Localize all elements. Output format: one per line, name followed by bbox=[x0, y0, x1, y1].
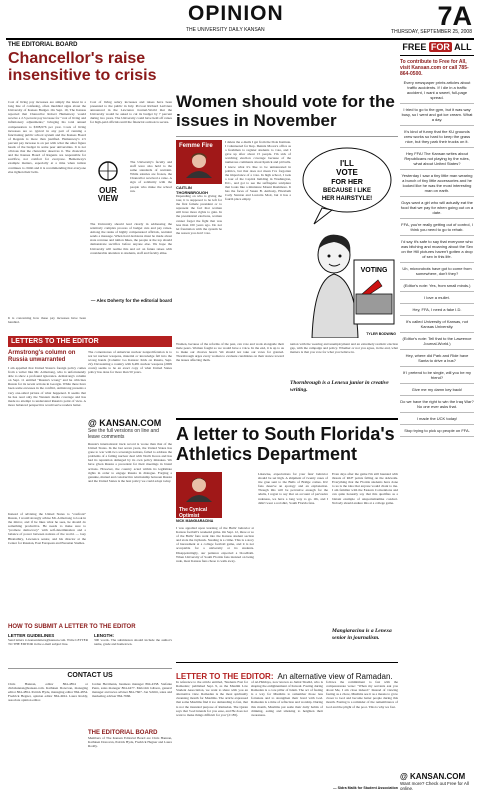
free-for-all-column bbox=[400, 42, 474, 437]
editorial-headline: Chancellor's raise insensitive to crisis bbox=[8, 50, 157, 84]
editorial-body-left-end: It is concerning how these pay increases have been handled. bbox=[8, 316, 86, 325]
bottom-letter-rule bbox=[176, 662, 398, 663]
fff-item: Hey FFA! The Kansan writes about Republicans not playing by the rules, what about United States? bbox=[400, 148, 474, 170]
svg-text:VOTING: VOTING bbox=[360, 267, 388, 274]
main-tagline: Thornbrough is a Lenexa junior in creative writing. bbox=[290, 380, 389, 393]
main-headline-rule bbox=[176, 136, 398, 137]
kansan-at-icon: @ bbox=[88, 418, 100, 428]
submit-length-label: LENGTH: bbox=[94, 633, 114, 638]
second-column-badge bbox=[176, 472, 222, 518]
main-body-col4: nation with the wearing and unemployment and an extremely realistic election gap, with the campaign and policy. Whether or not you agree, in the end, what matters is that you vote for what you believe in. bbox=[290, 342, 398, 355]
submit-guidelines-text: Send letters to kansanletters@kansan.com. Write LETTER TO THE EDITOR in the e-mail subject line. bbox=[8, 638, 88, 647]
masthead bbox=[0, 0, 480, 38]
main-body-col1: Depending on who is giving the tour, it is supposed to be left for the first female president or to represent the fact that women still have more rights to gain. In the presidential elections, women cannot forget the fight that was less than 100 years ago. Do not let frustration with the system be the reason you don't vote. bbox=[176, 194, 222, 235]
fff-item: Stop trying to pick up people on FFA. bbox=[400, 425, 474, 437]
free-for-all-title bbox=[400, 42, 474, 52]
svg-text:VOTE: VOTE bbox=[336, 168, 358, 177]
editorial-body-right-bottom: The University should lead clearly in addressing the relatively complex process of budget cuts and pay raises. Among the ranks of highly compensated officials, restraint sends a message. When hard decisions must be made about state revenue and tuition hikes, the people at the top should demonstrate sacrifice before anyone else. We hope the University will realize this and act on future raises with considerable attention to students, staff and faculty alike. bbox=[90, 222, 172, 255]
second-body-col1: I was appalled upon learning of the Bulls' behavior at Kansas football's weekend game. On Sept. 12, three or so of the Bulls' fans went into the Kansas student section and stole the Jayhawk. Stealing is a crime. This is a story of harassment at a college football game, and it is not acceptable for a university or its students. Disappointingly, our patience expected a bloodbath. When University of South Florida fans insisted on being rude, most Kansas fans chose to walk away. bbox=[176, 526, 254, 563]
fff-item: If I pretend to be single, will you be my friend? bbox=[400, 367, 474, 384]
letter-column-left bbox=[8, 350, 86, 471]
editorial-body-right-top: Cost of living salary increases and raises have been presented to the public in July. Provost Richard Lariviere announced in the Lawrence Journal-World that the University would be asked to cut its budget by 7 percent during two years. The University could have held off raises for high-paid officials until the financial outlook is secure. bbox=[90, 100, 172, 125]
letter-body-right-top: The cornerstones of American nuclear nonproliferation is to not let nuclear weapons, material or knowledge fall into the wrong hands (Column: Go Kansas: Kick on Russia, Sept. 22). Devastating a country with 6,481 nuclear weapons (2009 count) seems to be an exact copy of what United States policy has done for more than 50 years. bbox=[88, 350, 172, 375]
our-view-label: OUR VIEW bbox=[97, 186, 119, 203]
fff-item: I tried to go to the gym, but it was way busy, so I went and got ice cream. What a day. bbox=[400, 104, 474, 126]
author-portrait-icon bbox=[176, 150, 222, 178]
page-number: 7A bbox=[437, 1, 472, 31]
svg-text:BECAUSE I LIKE: BECAUSE I LIKE bbox=[322, 188, 372, 194]
voter-cartoon-icon bbox=[292, 140, 398, 338]
section-title: OPINION bbox=[188, 2, 284, 25]
fff-item: Yesterday I saw a tiny little man wearing a bunch of tiny little accessories and he looked like he was the most interesting man on earth. bbox=[400, 170, 474, 197]
editorial-body-side: The University's faculty and staff were also held to the same standards of restraint. While salaries are frozen, the Chancellor received a raise. A sign of solidarity with the people who make the school run. bbox=[130, 160, 172, 193]
kansan-logo bbox=[88, 418, 172, 428]
letter-title: Armstrong's column on Russia unwarranted bbox=[8, 350, 76, 363]
kansan-note: See the full versions on line and leave comments bbox=[88, 428, 159, 440]
second-body-col3: Even days after the game I'm still haunted with threats of RUF points falling on the sidewalk. Everything that the Florida students have done to us is the idea that anyone would chant to me. I am familiar with the Eastern Conventions and can quite honestly say that this qualifies as a blatant example of unsportsmanlike conduct. Nobody should endure this at a college game. bbox=[332, 472, 398, 505]
submit-length-text: 300 words. The submission should include the author's name, grade and hometown. bbox=[94, 638, 172, 647]
contact-section bbox=[8, 672, 172, 738]
editorial-board-members: Members of The Kansan Editorial Board are Chris Hannan, Kathleen Donovan, Patrick Hyde, Fredrick Hegner and Laura Roddy. bbox=[88, 736, 172, 749]
fff-item: Hey, where did Park and Ride have Santa to drive a bus? bbox=[400, 350, 474, 367]
second-tagline: Mangiaracina is a Lenexa senior in journalism. bbox=[332, 628, 392, 641]
bottom-letter-headline: LETTER TO THE EDITOR: bbox=[176, 672, 274, 681]
contact-rule bbox=[8, 668, 172, 669]
editorial-board-header: THE EDITORIAL BOARD bbox=[88, 730, 158, 736]
svg-text:I'LL: I'LL bbox=[340, 159, 354, 168]
fff-item: Do we have the right to win the Iraq War? No one ever asks that. bbox=[400, 396, 474, 413]
fff-kansan-at-icon: @ bbox=[400, 772, 411, 781]
fff-free: FREE bbox=[402, 42, 427, 52]
fff-item: Uh, microrobots have got to come from somewhere, don't they? bbox=[400, 263, 474, 280]
fff-item: Give me my damn key back! bbox=[400, 384, 474, 396]
article-divider bbox=[176, 418, 398, 420]
editorial-kicker: THE EDITORIAL BOARD bbox=[8, 42, 78, 48]
fff-footer-note: Want more? Check out Free for All online. bbox=[400, 781, 469, 791]
our-view-badge bbox=[88, 160, 128, 203]
letter-body-left: I am appalled that United States's foreign policy comes from a writer like Mr. Armstrong, who is unfortunately able to show a profound ignorance. Armstrong's column on Sept. 11 entitled "Russia's wrong" and he criticizes Russia for its recent actions in Georgia. While there have been some excesses in the conflict, Armstrong presents a very one-sided picture of what happened. It seems that he has read only the Western media coverage and has made no attempt to understand Russia's point of view. A more balanced perspective would serve readers better. bbox=[8, 366, 86, 407]
fff-item: (Editor's note: Tell that to the Lawrence Journal-World.) bbox=[400, 333, 474, 350]
second-headline: A letter to South Florida's Athletics Department bbox=[176, 424, 395, 464]
fff-contribute: To contribute to Free for All, visit Kansan.com or call 785-864-0500. bbox=[400, 59, 469, 77]
fff-footer bbox=[400, 772, 474, 791]
submit-header: HOW TO SUBMIT A LETTER TO THE EDITOR bbox=[8, 624, 136, 630]
fff-item: Hey, FFA, I need a fake I.D. bbox=[400, 304, 474, 316]
svg-text:HER HAIRSTYLE!: HER HAIRSTYLE! bbox=[321, 196, 373, 202]
editorial-signoff: — Alex Doherty for the editorial board bbox=[90, 298, 172, 303]
bottom-letter-signoff: — Sidra Malik for Student Association bbox=[333, 786, 398, 790]
fff-item: FFA, you're really getting out of control, I think you need to go to rehab. bbox=[400, 219, 474, 236]
fff-item: I love a mullet. bbox=[400, 292, 474, 304]
main-column-name: Femme Fire bbox=[179, 143, 213, 149]
kansan-url: KANSAN.COM bbox=[99, 418, 162, 428]
masthead-subtitle: THE UNIVERSITY DAILY KANSAN bbox=[186, 27, 265, 33]
fff-item: I'd say it's safe to say that everyone who was bitching and moaning about the Sex on the Hill pictures haven't gotten a drop of sex in this life. bbox=[400, 236, 474, 263]
our-view-icon bbox=[88, 160, 128, 182]
fff-item: It's called University of Kansas, not Kansas University. bbox=[400, 316, 474, 333]
fff-for: FOR bbox=[430, 42, 450, 52]
main-author: CAITLIN THORNBROUGH bbox=[176, 185, 208, 195]
contact-list-left: Chris Hannan, editor 864-4854 or chrishannan@kansan.com. Kathleen Donovan, managing editor 864-4854. Patrick Hyde, managing editor 864-4854. Fredrick Hegner, opinion editor 864-4924. Laura Roddy, associate opinion editor. bbox=[8, 682, 88, 703]
kansan-promo bbox=[88, 418, 172, 440]
fff-kansan-url: KANSAN.COM bbox=[410, 772, 466, 781]
second-column-name: The Cynical Optimist bbox=[179, 507, 208, 519]
fff-item: Guys want a girl who will actually eat the food that we pay for when going out on a date. bbox=[400, 197, 474, 219]
cartoon-credit: TYLER BODWING bbox=[366, 332, 396, 336]
second-body-col2: Likewise, expectations for your fans' behavior should be set high. A shipment of twenty cases of tire grue sent to the Bulls of Bridge comes. KU fans deserve an apology and an explanation. Though this will be pervasive enough for the adults, I regret to say that on account of pervasive rudeness, we have a long way to go. Oh, and I didn't wear a red shirt, South Florida fans. bbox=[258, 472, 328, 505]
second-author-portrait-icon bbox=[176, 472, 222, 502]
fff-items-list bbox=[400, 77, 474, 437]
contact-header: CONTACT US bbox=[67, 672, 113, 679]
fff-rule bbox=[400, 55, 474, 56]
main-column-badge bbox=[176, 140, 222, 184]
editorial-board-box bbox=[88, 730, 172, 766]
fff-item: (Editor's note: Yes, from small minds.) bbox=[400, 280, 474, 292]
submit-guidelines-label: LETTER GUIDELINES bbox=[8, 633, 55, 638]
fff-item: I made the UCK today! bbox=[400, 413, 474, 425]
bottom-letter-col1: In reference to the article entitled, 'Students Fast for Ramadan,' published Sept. 9, as the Muslim Law Student Association, we want to share with you an alternative view. Ramadan is the most spiritually cleansing month for Muslims. The article expressed that some Muslims find it too demanding to fast, that is not the intended purpose of Ramadan. The Quran says that 'God intends for you ease, and He does not want to make things difficult for you' (2:185). bbox=[176, 680, 248, 717]
letter-body-left-lower: Instead of advising the United States to "confront" Russia, I would strongly advise Mr. Armstrong to look in the mirror, and if he likes what he sees, he should do something productive. He needs to make sure to "promote democracy" with self-determination and a balance of power between nations of the world. — Guy Bhattathiry, Lawrence senior, and his director at the Center for Russian, East European and Eurasian Studies. bbox=[8, 512, 86, 545]
main-headline: Women should vote for the issues in November bbox=[176, 92, 395, 130]
second-author: NICK MANGIARACINA bbox=[176, 519, 214, 523]
fff-all: ALL bbox=[454, 42, 472, 52]
main-body-col3: Women, because of the reforms of the past, can vote and work alongside their male peers. Women fought so we would have a voice. In the end, it is up to us to make our choices heard. We should not take our votes for granted. Thornbrough urges every woman to evaluate candidates on their stance toward the issues affecting them. bbox=[176, 342, 284, 363]
letter-body-right: Russia's international track record is worse than that of the United States. In the last seven years, the United States has gone to war with two sovereign nations, failed to address the problems of a failing nuclear deal with North Korea and has had its reputation damaged by its own policy mistakes. We have given Russia a precedent for their meetings in brutal actions. However, the country acted within its legitimate rights in order to engage Russia in dialogue. Forging a genuine, mutual and constructive relationship between Russia and the United States is the best policy we could adopt today. bbox=[88, 442, 172, 483]
masthead-rule bbox=[6, 38, 474, 40]
contact-list-right: Jordan Herrmann, business manager 864-4358. Stefanie Penn, sales manager 864-4477. Malcolm Gibson, general manager and news adviser 864-7667. Jon Schlitt, sales and marketing adviser 864-7666. bbox=[92, 682, 172, 699]
bottom-letter-col3: follows the commitment to fast with the compassionate verse: "When my servants ask you about Me, I am close indeed." Instead of viewing fasting as a chore, Muslims see it as a means to grow closer to God and become better people during this month. Fasting is a reminder of the remembrance of God and the plight of the poor. This is why we fast. bbox=[326, 680, 398, 709]
letters-section bbox=[8, 336, 172, 347]
svg-text:FOR HER: FOR HER bbox=[331, 179, 363, 186]
issue-date: THURSDAY, SEPTEMBER 25, 2008 bbox=[391, 29, 472, 35]
bottom-letter-col2: of Al-Hiddaya, now known as Jamal Shadid, who is shaping the enlightenment of Kuwait. Fasting during Ramadan is a core pillar of Islam. The act of fasting is a way for Muslims to remember those less fortunate and to strengthen their bond with God. Ramadan is a time of reflection and worship. During this month, Muslims put aside their daily habits of drinking, eating and smoking to heighten their awareness. bbox=[251, 680, 323, 717]
fff-item: Every newspaper prints articles about traffic accidents. If I die in a traffic accident, I want a sweet, full-page spread. bbox=[400, 77, 474, 104]
editorial-body-left: Cost of living pay increases are simply the latest in a long line of confusing, often muddled signs about the University of Kansas Budget. On Sept. 19, The Kansas reported that Chancellor Robert Hemenway would receive a 2.5 percent pay increase for "cost of living and inflationary adjustments," bringing his total annual compensation to $308,976 per year. Costs of living increases are so typical in any part of running a functioning public school system and the Kansas Board of Regents is more than justified. Hemenway's 2.5 percent pay increase is on par with what the other figure heads of the budget in some peer universities. It is not obvious that the chancellor deserves it. The chancellor and the Kansas Board of Regents are responsible for sacrifice, not comfort for everyone. Hemenway's example matters, especially at a time when tuition continues to climb and it is recommending that everyone else tighten their belts. bbox=[8, 100, 86, 174]
fff-item: It's kind of funny that the KU grounds crew works so hard to keep the grass nice, but they park their trucks on it. bbox=[400, 126, 474, 148]
submit-section bbox=[8, 624, 172, 660]
editorial-column bbox=[8, 42, 172, 84]
fff-kansan-logo bbox=[400, 772, 474, 781]
bottom-letter-subhead: An alternative view of Ramadan. bbox=[277, 672, 393, 681]
main-body-col2: I delete the e-mails I get from the Dole Institute. I volunteered for Rep. Dennis Moore's office as a freshman to register students to vote, and I gave up after about 15 people. I'm sick of watching election coverage because of the numerous comments about lipstick and pit bulls. I know what it's like to be uninterested in politics, but that does not mean I've forgotten the importance of a vote. In high school, I took a tour of the Capitol building in Washington, D.C., and got to see the suffragette sculpture that looks like a miniature Mount Rushmore. It has the faces of Susan B. Anthony, Elizabeth Cady Stanton and Lucretia Mott, but it has a fourth place empty. bbox=[225, 140, 291, 202]
letters-header: LETTERS TO THE EDITOR bbox=[8, 336, 172, 347]
editorial-cartoon bbox=[292, 140, 398, 338]
